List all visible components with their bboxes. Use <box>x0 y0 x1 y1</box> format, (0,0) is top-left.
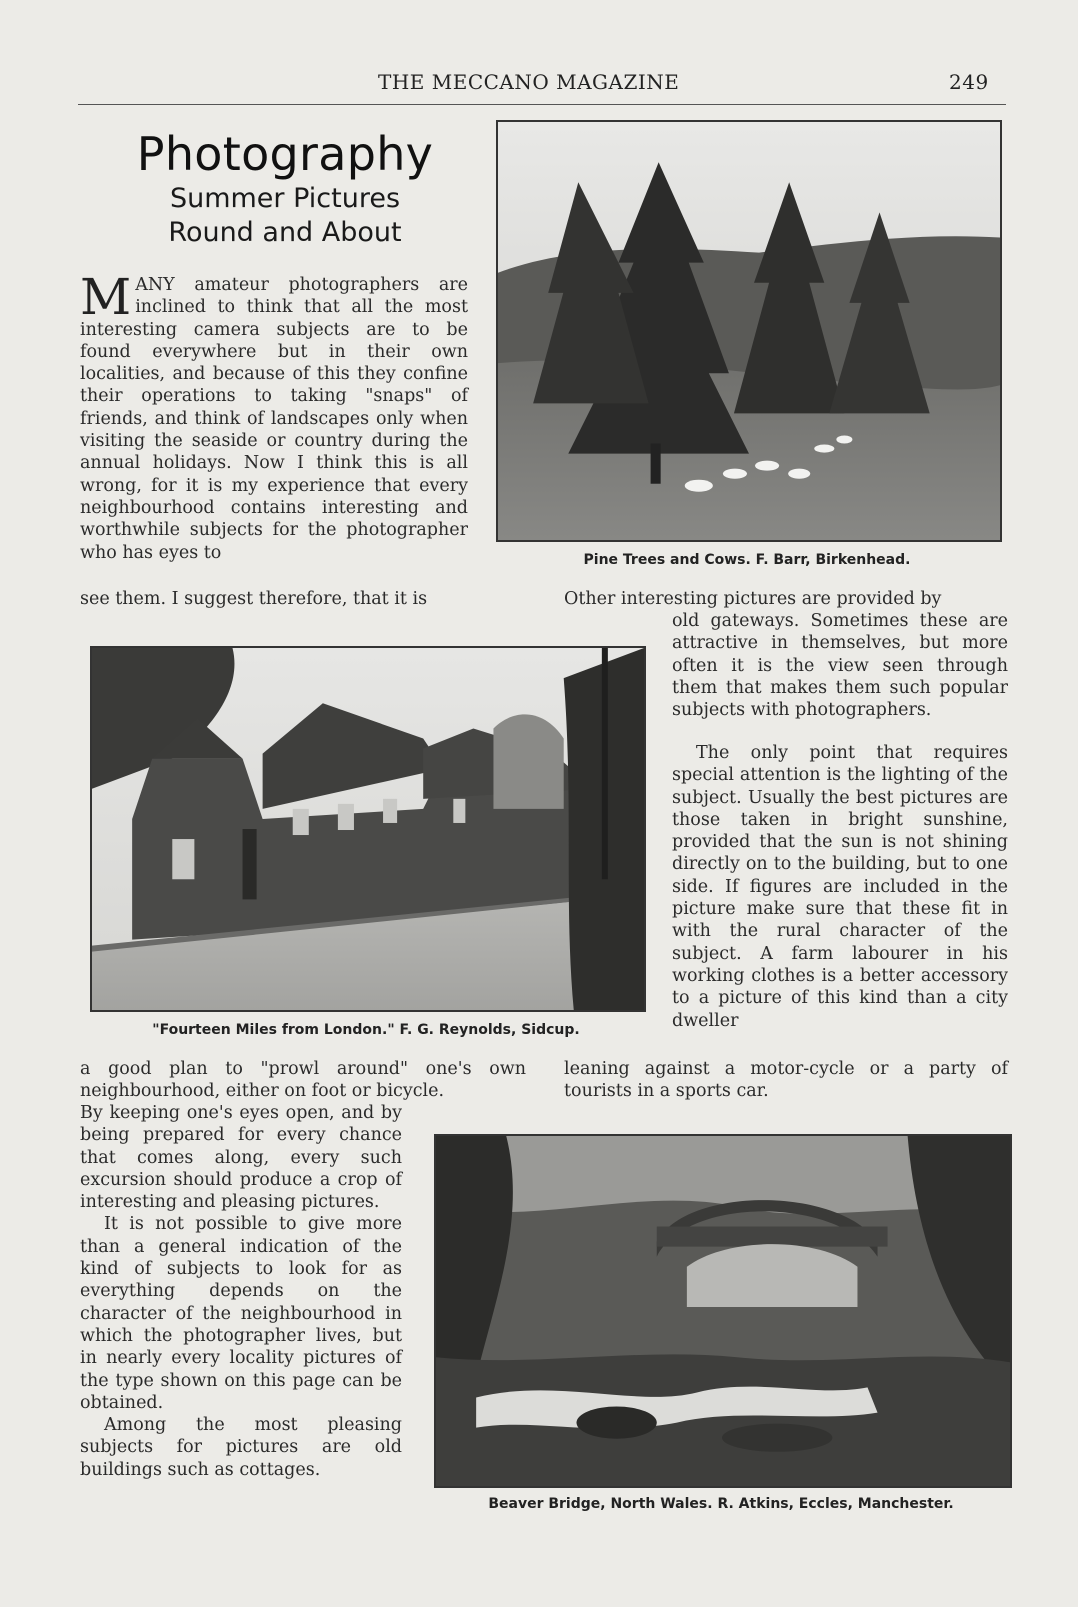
col1-continued <box>80 1102 402 1481</box>
col1-buildings-text: Among the most pleasing subjects for pictures are old buildings such as cottages. <box>80 1415 402 1480</box>
drop-cap: M <box>80 268 132 326</box>
intro-last-line: see them. I suggest therefore, that it is <box>80 589 428 609</box>
running-header-title: THE MECCANO MAGAZINE <box>378 70 680 94</box>
col2-lighting-text: The only point that requires special attention is the lighting of the subject. Usually the best pictures are those taken in bright sunshine, provided that the sun is not shining directly on to the building, but to one side. If figures are included in the picture make sure that these fit in with the rural character of the subject. A farm labourer in his working clothes is a better accessory to a picture of this kind than a city dweller <box>672 743 1008 1031</box>
intro-text: ANY amateur photographers are inclined to think that all the most interesting camera subjects are to be found everywhere but in their own localities, and because of this they confine their operations to taking "snaps" of friends, and think of landscapes only when visiting the seaside or country during the annual holidays. Now I think this is all wrong, for it is my experience that every neighbourhood contains interesting and worthwhile subjects for the photographer who has eyes to <box>80 275 468 563</box>
col2-lighting-paragraph <box>672 742 1008 1032</box>
caption-pine-trees: Pine Trees and Cows. F. Barr, Birkenhead. <box>583 552 911 568</box>
photo-cottages <box>90 646 646 1012</box>
col2-first-line: Other interesting pictures are provided by <box>564 589 942 609</box>
article-title: Photography <box>136 127 434 181</box>
col1-prowl-paragraph: a good plan to "prowl around" one's own neighbourhood, either on foot or bicycle. <box>80 1059 526 1102</box>
col2-end-paragraph: leaning against a motor-cycle or a party of tourists in a sports car. <box>564 1059 1008 1102</box>
article-title-block <box>80 126 490 250</box>
page-number: 249 <box>949 70 989 94</box>
header-rule <box>78 104 1006 105</box>
col1-excursion-text: By keeping one's eyes open, and by being prepared for every chance that comes along, every such excursion should produce a crop of interesting and pleasing pictures. <box>80 1103 402 1213</box>
col1-indication-text: It is not possible to give more than a general indication of the kind of subjects to look for as everything depends on the character of the neighbourhood in which the photographer lives, but in nearly every locality pictures of the type shown on this page can be obtained. <box>80 1214 402 1413</box>
photo-pine-trees <box>496 120 1002 542</box>
article-subtitle-line-1: Summer Pictures <box>169 183 401 214</box>
article-subtitle-line-2: Round and About <box>168 217 402 248</box>
intro-paragraph <box>80 268 468 564</box>
col2-gateways-paragraph: old gateways. Sometimes these are attractive in themselves, but more often it is the view seen through them that makes them such popular subjects with photographers. <box>672 611 1008 721</box>
photo-beaver-bridge <box>434 1134 1012 1488</box>
caption-cottages: "Fourteen Miles from London." F. G. Reynolds, Sidcup. <box>152 1022 580 1038</box>
caption-beaver-bridge: Beaver Bridge, North Wales. R. Atkins, Eccles, Manchester. <box>488 1496 954 1512</box>
